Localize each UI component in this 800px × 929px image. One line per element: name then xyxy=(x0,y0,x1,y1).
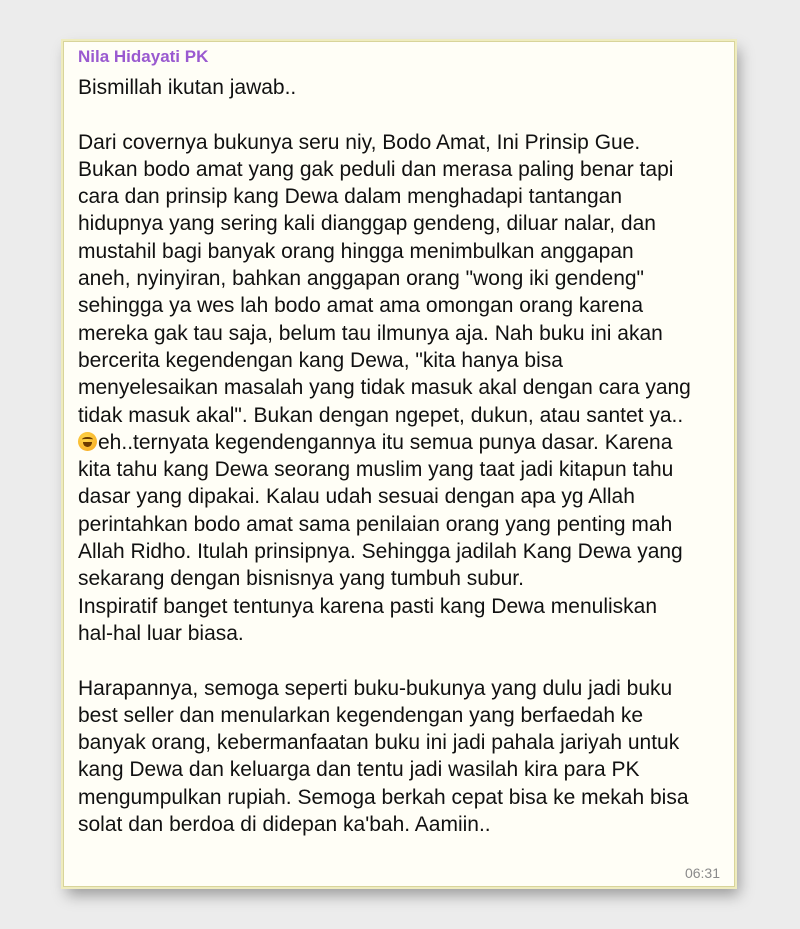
message-line: tidak masuk akal". Bukan dengan ngepet, dukun, atau santet ya.. xyxy=(78,403,684,427)
message-line: mereka gak tau saja, belum tau ilmunya aja. Nah buku ini akan xyxy=(78,321,663,345)
message-line: best seller dan menularkan kegendengan yang berfaedah ke xyxy=(78,703,644,727)
message-line: sehingga ya wes lah bodo amat ama omongan orang karena xyxy=(78,294,644,318)
message-line: bercerita kegendengan kang Dewa, "kita hanya bisa xyxy=(78,348,563,372)
message-line: Inspiratif banget tentunya karena pasti kang Dewa menuliskan xyxy=(78,594,658,618)
message-line: hal-hal luar biasa. xyxy=(78,621,244,645)
message-line: aneh, nyinyiran, bahkan anggapan orang "wong iki gendeng" xyxy=(78,267,645,291)
message-line: Allah Ridho. Itulah prinsipnya. Sehingga jadilah Kang Dewa yang xyxy=(78,540,683,564)
grinning-squinting-face-icon xyxy=(78,432,97,451)
message-line: sekarang dengan bisnisnya yang tumbuh subur. xyxy=(78,567,524,591)
sender-name[interactable]: Nila Hidayati PK xyxy=(78,47,209,66)
message-blank-line xyxy=(78,101,720,128)
message-line: Bukan bodo amat yang gak peduli dan merasa paling benar tapi xyxy=(78,157,674,181)
message-line-text: eh..ternyata kegendengannya itu semua punya dasar. Karena xyxy=(98,430,673,454)
message-line: kang Dewa dan keluarga dan tentu jadi wasilah kira para PK xyxy=(78,758,640,782)
message-line: menyelesaikan masalah yang tidak masuk akal dengan cara yang xyxy=(78,376,691,400)
message-blank-line xyxy=(78,647,720,674)
message-line: hidupnya yang sering kali dianggap gendeng, diluar nalar, dan xyxy=(78,212,656,236)
message-line: mustahil bagi banyak orang hingga menimbulkan anggapan xyxy=(78,239,634,263)
message-timestamp: 06:31 xyxy=(684,865,720,881)
message-line: Harapannya, semoga seperti buku-bukunya yang dulu jadi buku xyxy=(78,676,673,700)
message-line: banyak orang, kebermanfaatan buku ini jadi pahala jariyah untuk xyxy=(78,731,680,755)
chat-message-card xyxy=(63,41,735,887)
message-line: dasar yang dipakai. Kalau udah sesuai dengan apa yg Allah xyxy=(78,485,635,509)
message-line-with-emoji xyxy=(78,429,720,456)
message-line: mengumpulkan rupiah. Semoga berkah cepat bisa ke mekah bisa xyxy=(78,785,689,809)
message-text xyxy=(78,74,720,838)
message-line: perintahkan bodo amat sama penilaian orang yang penting mah xyxy=(78,512,673,536)
message-line: Dari covernya bukunya seru niy, Bodo Amat, Ini Prinsip Gue. xyxy=(78,130,641,154)
message-bubble[interactable] xyxy=(64,42,734,886)
message-line: kita tahu kang Dewa seorang muslim yang taat jadi kitapun tahu xyxy=(78,458,674,482)
message-line: cara dan prinsip kang Dewa dalam menghadapi tantangan xyxy=(78,185,623,209)
message-line: solat dan berdoa di didepan ka'bah. Aamiin.. xyxy=(78,813,491,837)
message-line: Bismillah ikutan jawab.. xyxy=(78,76,297,99)
